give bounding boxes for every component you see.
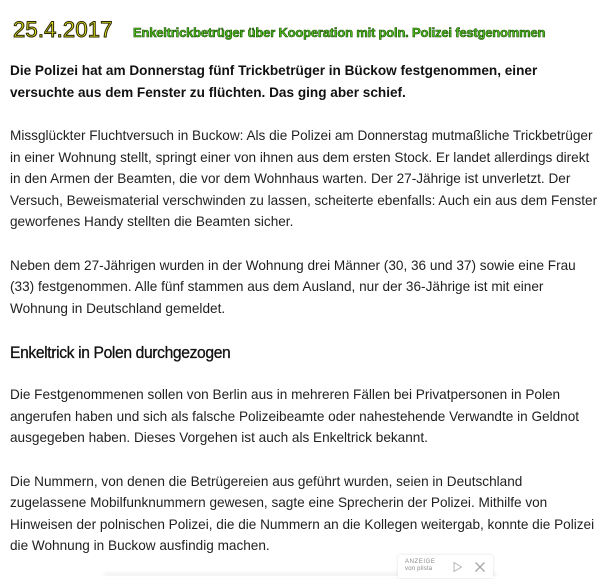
article-headline: Enkeltrickbetrüger über Kooperation mit poln. Polizei festgenommen [133,25,546,40]
article-paragraph: Die Nummern, von denen die Betrügereien aus geführt wurden, seien in Deutschland zugelassene Mobilfunknummern gewesen, sagte eine Sprecherin der Polizei. Mithilfe von Hinweisen der polnischen Polizei, die die Nummern an die Kollegen weitergab, konnte die Polizei die Wohnung in Buckow ausfindig machen. [10,473,595,553]
article-subheading: Enkeltrick in Polen durchgezogen [10,343,231,362]
article-lead: Die Polizei hat am Donnerstag fünf Trickbetrüger in Bückow festgenommen, einer versuchte aus dem Fenster zu flüchten. Das ging aber schief. [10,63,538,100]
article-date: 25.4.2017 [13,17,113,42]
article-paragraph: Neben dem 27-Jährigen wurden in der Wohnung drei Männer (30, 36 und 37) sowie eine Frau (33) festgenommen. Alle fünf stammen aus dem Ausland, nur der 36-Jährige ist mit einer Wohnung in Deutschland gemeldet. [10,257,576,316]
close-icon[interactable] [474,560,486,572]
article-body [10,60,598,579]
ad-tag [398,555,493,578]
ad-label-text: ANZEIGE [405,559,436,565]
article-paragraph: Die Festgenommenen sollen von Berlin aus in mehreren Fällen bei Privatpersonen in Polen angerufen haben und sich als falsche Polizeibeamte oder nahestehende Verwandte in Geldnot ausgegeben haben. Dieses Vorgehen ist auch als Enkeltrick bekannt. [10,387,580,445]
article-paragraph: Missglückter Fluchtversuch in Buckow: Als die Polizei am Donnerstag mutmaßliche Trickbetrüger in einer Wohnung stellt, springt einer von ihnen aus dem ersten Stock. Er landet allerdings direkt in den Armen der Beamten, die vor dem Wohnhaus warten. Der 27-Jährige ist unverletzt. Der Versuch, Beweismaterial verschwinden zu lassen, scheiterte ebenfalls: Auch ein aus dem Fenster geworfenes Handy stellten die Beamten sicher. [10,128,598,229]
page-header [0,14,600,50]
play-icon[interactable] [452,560,463,572]
ad-provider-text: von plista [405,566,433,572]
ad-label [405,559,436,573]
